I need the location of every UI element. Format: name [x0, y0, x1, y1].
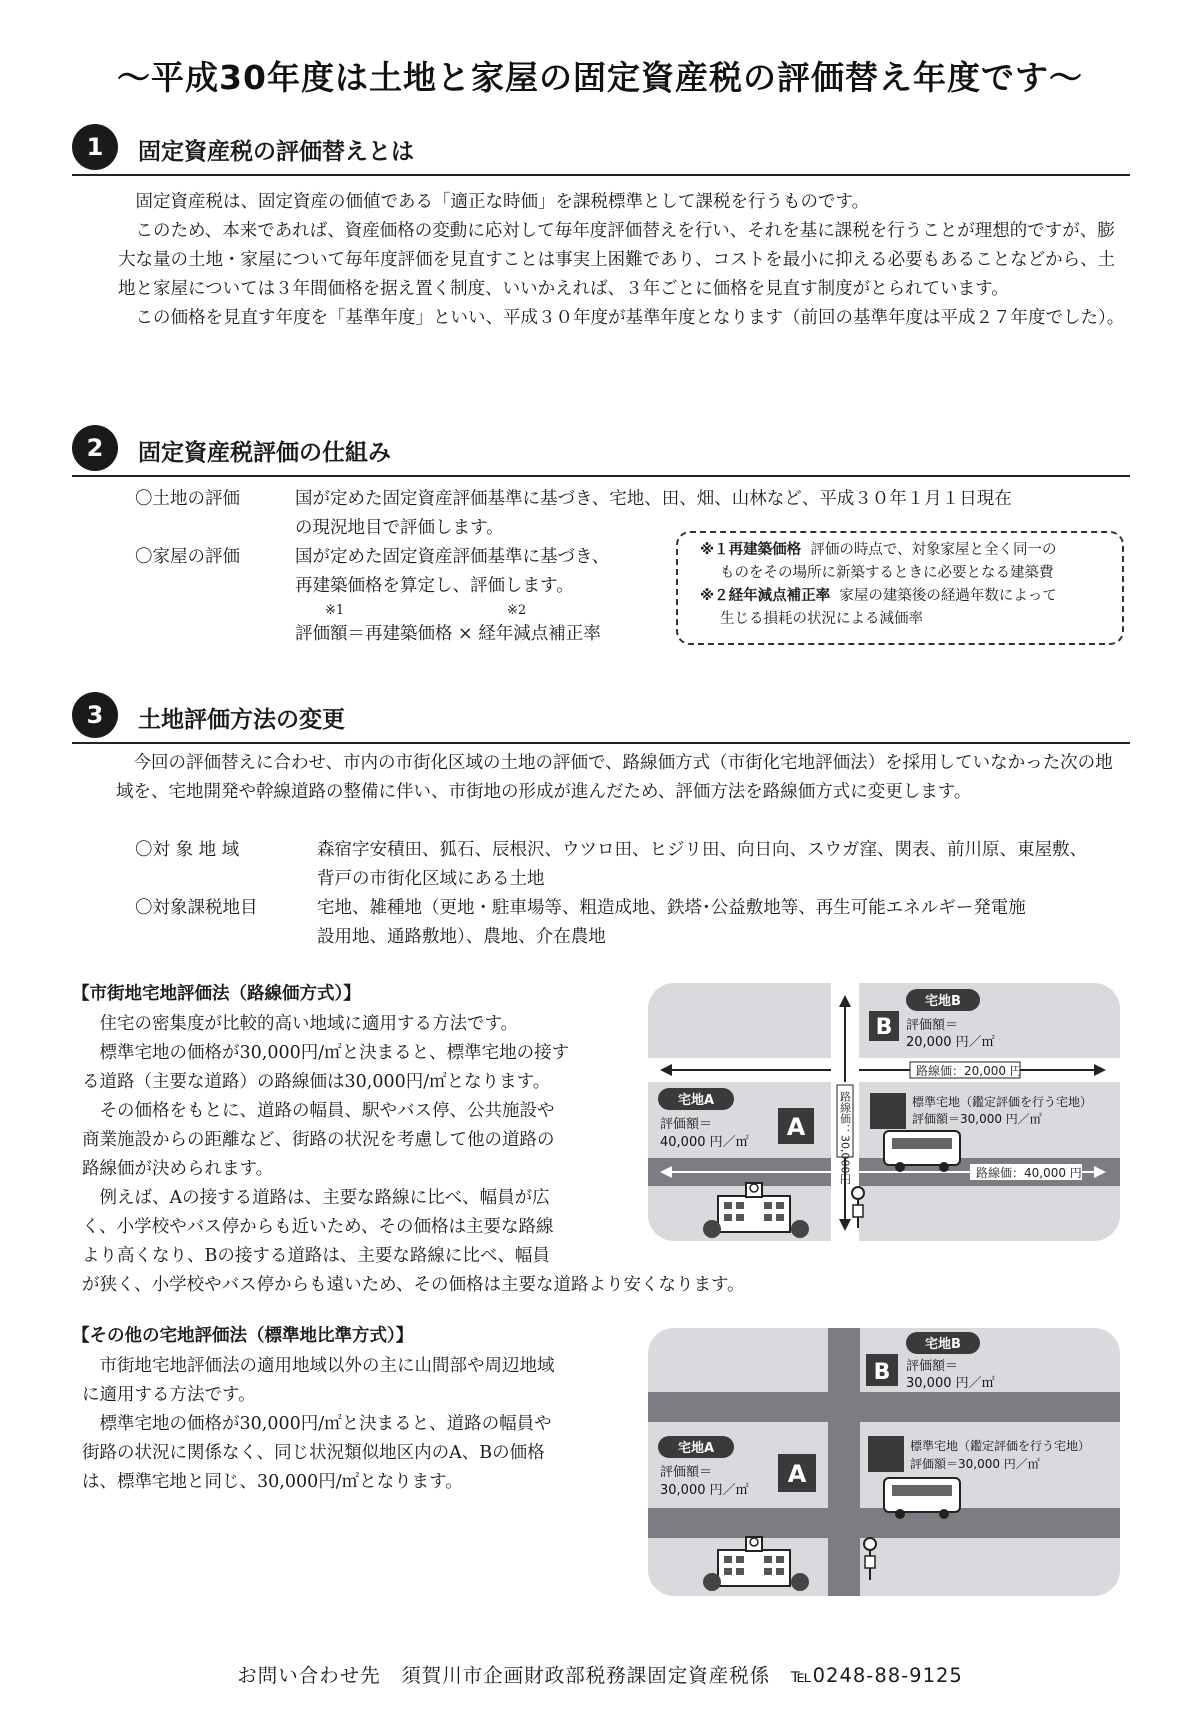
note1-text: 評価の時点で、対象家屋と全く同一の: [810, 542, 1057, 558]
section1-body: [118, 188, 1130, 333]
lot-b-value: 30,000 円／㎡: [906, 1376, 995, 1391]
land-eval-text: の現況地目で評価します。: [295, 518, 504, 538]
method1-line: 商業施設からの距離など、街路の状況を考慮して他の道路の: [82, 1130, 555, 1150]
road-bottom-price: 路線価：40,000 円: [976, 1166, 1082, 1180]
footnote-box: [676, 531, 1124, 645]
section3-heading: 土地評価方法の変更: [138, 707, 345, 733]
lot-a-value: 40,000 円／㎡: [660, 1135, 749, 1150]
valuation-formula: 評価額＝再建築価格 × 経年減点補正率: [295, 624, 601, 644]
section1-number: 1: [72, 124, 118, 170]
note2-title: ※２経年減点補正率: [700, 588, 831, 604]
tree-icon: [703, 1220, 721, 1238]
method1-line: その価格をもとに、道路の幅員、駅やバス停、公共施設や: [99, 1101, 555, 1121]
note2-text: 生じる損耗の状況による減価率: [720, 611, 923, 627]
target-type-text: 設用地、通路敷地）、農地、介在農地: [317, 927, 606, 947]
standard-lot-label: 標準宅地（鑑定評価を行う宅地）: [910, 1439, 1091, 1453]
target-type-label: 〇対象課税地目: [135, 898, 258, 918]
standard-lot-label: 標準宅地（鑑定評価を行う宅地）: [912, 1095, 1093, 1109]
method1-heading: 【市街地宅地評価法（路線価方式）】: [72, 984, 361, 1004]
lot-a-tag: 宅地A: [677, 1093, 715, 1108]
method1-line: く、小学校やバス停からも近いため、その価格は主要な路線: [82, 1217, 554, 1237]
road-top-price: 路線価：20,000 円: [916, 1064, 1022, 1078]
section2-heading: 固定資産税評価の仕組み: [138, 440, 391, 466]
method2-line: 街路の状況に関係なく、同じ状況類似地区内のA、Bの価格: [82, 1443, 545, 1463]
section1-header: [72, 124, 1130, 176]
page-title: ～平成30年度は土地と家屋の固定資産税の評価替え年度です～: [117, 58, 1083, 97]
method2-line: は、標準宅地と同じ、30,000円/㎡となります。: [82, 1472, 463, 1492]
lot-b-label: 評価額＝: [906, 1018, 959, 1033]
lot-a-tag: 宅地A: [677, 1441, 715, 1456]
contact-footer: お問い合わせ先 須賀川市企画財政部税務課固定資産税係 ℡0248-88-9125: [237, 1664, 963, 1687]
target-list: [135, 836, 1130, 952]
formula-mark-2: ※2: [507, 603, 527, 618]
method1-line: 標準宅地の価格が30,000円/㎡と決まると、標準宅地の接す: [99, 1043, 570, 1063]
house-eval-text: 国が定めた固定資産評価基準に基づき、: [295, 547, 610, 567]
method1-line: が狭く、小学校やバス停からも遠いため、その価格は主要な道路より安くなります。: [82, 1275, 745, 1295]
lot-a-letter: A: [786, 1113, 806, 1141]
section1-paragraph: この価格を見直す年度を「基準年度」といい、平成３０年度が基準年度となります（前回の基準年度は平成２７年度でした）。: [135, 308, 1125, 328]
section1-paragraph: 固定資産税は、固定資産の価値である「適正な時価」を課税標準として課税を行うものです。: [135, 192, 870, 212]
lot-b-tag: 宅地B: [925, 994, 961, 1009]
section3-body: [116, 749, 1130, 807]
road-vertical-price: 路線価：30,000円: [838, 1091, 852, 1185]
lot-a-value: 30,000 円／㎡: [660, 1483, 749, 1498]
house-eval-label: 〇家屋の評価: [135, 547, 240, 567]
method1-line: より高くなり、Bの接する道路は、主要な路線に比べ、幅員: [82, 1246, 550, 1266]
lot-a-letter: A: [787, 1460, 807, 1488]
target-type-text: 宅地、雑種地（更地・駐車場等、粗造成地、鉄塔･公益敷地等、再生可能エネルギー発電施: [317, 898, 1026, 918]
lot-b-letter: B: [875, 1015, 893, 1040]
reference-lot-map: [648, 1328, 1120, 1596]
tree-icon: [791, 1573, 809, 1591]
section1-heading: 固定資産税の評価替えとは: [138, 139, 414, 165]
method2-body: [82, 1352, 642, 1497]
lot-a-label: 評価額＝: [660, 1465, 713, 1480]
method2-heading: 【その他の宅地評価法（標準地比準方式）】: [72, 1326, 414, 1346]
formula-mark-1: ※1: [325, 603, 345, 618]
standard-lot-value: 評価額＝30,000 円／㎡: [910, 1457, 1040, 1471]
land-eval-text: 国が定めた固定資産評価基準に基づき、宅地、田、畑、山林など、平成３０年１月１日現在: [295, 489, 1012, 509]
lot-b-label: 評価額＝: [906, 1359, 959, 1374]
road-vertical: [828, 1328, 860, 1596]
note2-text: 家屋の建築後の経過年数によって: [839, 588, 1057, 604]
method1-line: 路線価が決められます。: [82, 1159, 274, 1179]
lot-b-value: 20,000 円／㎡: [906, 1035, 995, 1050]
standard-lot-value: 評価額＝30,000 円／㎡: [912, 1112, 1042, 1126]
lot-a-label: 評価額＝: [660, 1117, 713, 1132]
method2-line: 市街地宅地評価法の適用地域以外の主に山間部や周辺地域: [99, 1356, 555, 1376]
house-eval-text: 再建築価格を算定し、評価します。: [295, 576, 574, 596]
method1-line: 住宅の密集度が比較的高い地域に適用する方法です。: [99, 1014, 519, 1034]
tree-icon: [703, 1573, 721, 1591]
method1-line: 例えば、Aの接する道路は、主要な路線に比べ、幅員が広: [99, 1188, 550, 1208]
lot-b-tag: 宅地B: [925, 1337, 961, 1352]
lot-b-letter: B: [873, 1360, 891, 1385]
section2-header: [72, 425, 1130, 477]
method1-line: る道路（主要な道路）の路線価は30,000円/㎡となります。: [82, 1072, 551, 1092]
road-bottom: [648, 1508, 1120, 1538]
standard-lot-marker: [868, 1436, 904, 1472]
section1-paragraph: このため、本来であれば、資産価格の変動に応対して毎年度評価替えを行い、それを基に課税を行うことが理想的ですが、膨大な量の土地・家屋について毎年度評価を見直すことは事実上困難であり、コストを最小に抑える必要もあることなどから、土地と家屋については３年間価格を据え置く制度、いいかえれば、３年ごとに価格を見直す制度がとられています。: [118, 221, 1116, 299]
method2-line: に適用する方法です。: [82, 1385, 256, 1405]
section2-number: 2: [72, 425, 118, 471]
land-eval-label: 〇土地の評価: [135, 489, 240, 509]
target-area-text: 森宿字安積田、狐石、辰根沢、ウツロ田、ヒジリ田、向日向、スウガ窪、関表、前川原、東屋敷、: [317, 840, 1087, 860]
section3-number: 3: [72, 692, 118, 738]
target-area-label: 〇対 象 地 域: [135, 840, 240, 860]
note1-title: ※１再建築価格: [700, 542, 802, 558]
method2-line: 標準宅地の価格が30,000円/㎡と決まると、道路の幅員や: [99, 1414, 552, 1434]
note1-text: ものをその場所に新築するときに必要となる建築費: [720, 565, 1054, 581]
route-price-map: [648, 983, 1120, 1241]
section3-header: [72, 692, 1130, 744]
section3-paragraph: 今回の評価替えに合わせ、市内の市街化区域の土地の評価で、路線価方式（市街化宅地評価法）を採用していなかった次の地域を、宅地開発や幹線道路の整備に伴い、市街地の形成が進んだため、評価方法を路線価方式に変更します。: [116, 753, 1113, 802]
road-top: [648, 1392, 1120, 1422]
tree-icon: [791, 1220, 809, 1238]
target-area-text: 背戸の市街化区域にある土地: [317, 869, 545, 889]
standard-lot-marker: [870, 1093, 906, 1129]
